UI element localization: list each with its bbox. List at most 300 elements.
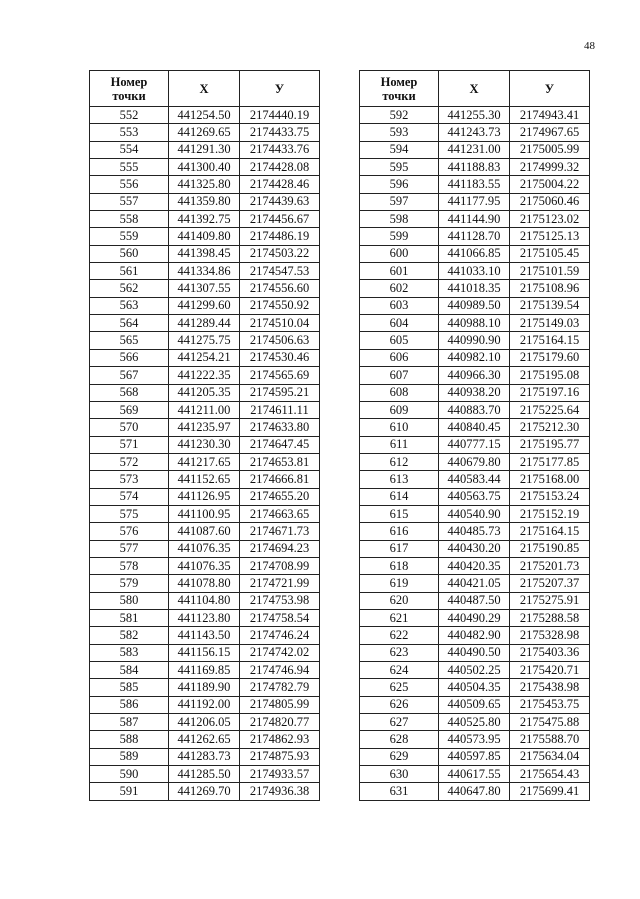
- point-number-cell: 570: [90, 419, 169, 436]
- y-coordinate-cell: 2175201.73: [510, 557, 590, 574]
- y-coordinate-cell: 2174565.69: [240, 367, 320, 384]
- point-number-cell: 589: [90, 748, 169, 765]
- y-coordinate-cell: 2175588.70: [510, 731, 590, 748]
- point-number-cell: 581: [90, 609, 169, 626]
- table-row: [90, 714, 320, 731]
- table-row: [90, 627, 320, 644]
- coordinates-table-left: [89, 70, 320, 801]
- table-row: [360, 696, 590, 713]
- x-coordinate-cell: 440647.80: [439, 783, 510, 800]
- header-point-number: [360, 71, 439, 107]
- x-coordinate-cell: 441230.30: [169, 436, 240, 453]
- table-row: [90, 644, 320, 661]
- x-coordinate-cell: 441289.44: [169, 315, 240, 332]
- y-coordinate-cell: 2175177.85: [510, 453, 590, 470]
- table-row: [360, 211, 590, 228]
- x-coordinate-cell: 441189.90: [169, 679, 240, 696]
- point-number-cell: 571: [90, 436, 169, 453]
- y-coordinate-cell: 2174746.24: [240, 627, 320, 644]
- point-number-cell: 616: [360, 523, 439, 540]
- x-coordinate-cell: 441283.73: [169, 748, 240, 765]
- table-row: [90, 696, 320, 713]
- point-number-cell: 590: [90, 766, 169, 783]
- point-number-cell: 606: [360, 349, 439, 366]
- table-body-right: [360, 107, 590, 801]
- y-coordinate-cell: 2174433.76: [240, 141, 320, 158]
- point-number-cell: 585: [90, 679, 169, 696]
- point-number-cell: 580: [90, 592, 169, 609]
- x-coordinate-cell: 440990.90: [439, 332, 510, 349]
- table-row: [360, 280, 590, 297]
- x-coordinate-cell: 441217.65: [169, 453, 240, 470]
- point-number-cell: 572: [90, 453, 169, 470]
- x-coordinate-cell: 441392.75: [169, 211, 240, 228]
- x-coordinate-cell: 441128.70: [439, 228, 510, 245]
- point-number-cell: 629: [360, 748, 439, 765]
- point-number-cell: 621: [360, 609, 439, 626]
- table-row: [90, 488, 320, 505]
- table-row: [360, 349, 590, 366]
- x-coordinate-cell: 440421.05: [439, 575, 510, 592]
- y-coordinate-cell: 2175005.99: [510, 141, 590, 158]
- y-coordinate-cell: 2174550.92: [240, 297, 320, 314]
- point-number-cell: 603: [360, 297, 439, 314]
- table-row: [90, 193, 320, 210]
- page-number: 48: [584, 40, 595, 52]
- x-coordinate-cell: 441211.00: [169, 401, 240, 418]
- y-coordinate-cell: 2174653.81: [240, 453, 320, 470]
- x-coordinate-cell: 441206.05: [169, 714, 240, 731]
- x-coordinate-cell: 440490.29: [439, 609, 510, 626]
- point-number-cell: 613: [360, 471, 439, 488]
- x-coordinate-cell: 441334.86: [169, 263, 240, 280]
- point-number-cell: 596: [360, 176, 439, 193]
- table-row: [90, 245, 320, 262]
- point-number-cell: 560: [90, 245, 169, 262]
- table-row: [360, 662, 590, 679]
- y-coordinate-cell: 2174611.11: [240, 401, 320, 418]
- x-coordinate-cell: 441254.50: [169, 107, 240, 124]
- table-row: [90, 263, 320, 280]
- table-row: [90, 748, 320, 765]
- point-number-cell: 592: [360, 107, 439, 124]
- table-body-left: [90, 107, 320, 801]
- table-row: [360, 384, 590, 401]
- table-row: [90, 662, 320, 679]
- y-coordinate-cell: 2174440.19: [240, 107, 320, 124]
- table-row: [360, 436, 590, 453]
- y-coordinate-cell: 2175108.96: [510, 280, 590, 297]
- point-number-cell: 628: [360, 731, 439, 748]
- table-row: [360, 766, 590, 783]
- x-coordinate-cell: 441231.00: [439, 141, 510, 158]
- x-coordinate-cell: 440509.65: [439, 696, 510, 713]
- point-number-cell: 591: [90, 783, 169, 800]
- y-coordinate-cell: 2174503.22: [240, 245, 320, 262]
- y-coordinate-cell: 2174708.99: [240, 557, 320, 574]
- y-coordinate-cell: 2174556.60: [240, 280, 320, 297]
- y-coordinate-cell: 2175225.64: [510, 401, 590, 418]
- x-coordinate-cell: 441177.95: [439, 193, 510, 210]
- table-row: [90, 280, 320, 297]
- y-coordinate-cell: 2175197.16: [510, 384, 590, 401]
- y-coordinate-cell: 2175212.30: [510, 419, 590, 436]
- x-coordinate-cell: 441066.85: [439, 245, 510, 262]
- x-coordinate-cell: 440966.30: [439, 367, 510, 384]
- header-x: Х: [439, 71, 510, 107]
- x-coordinate-cell: 440679.80: [439, 453, 510, 470]
- table-row: [360, 714, 590, 731]
- y-coordinate-cell: 2174943.41: [510, 107, 590, 124]
- x-coordinate-cell: 441300.40: [169, 159, 240, 176]
- y-coordinate-cell: 2175438.98: [510, 679, 590, 696]
- y-coordinate-cell: 2175153.24: [510, 488, 590, 505]
- point-number-cell: 602: [360, 280, 439, 297]
- point-number-cell: 567: [90, 367, 169, 384]
- x-coordinate-cell: 440617.55: [439, 766, 510, 783]
- x-coordinate-cell: 440490.50: [439, 644, 510, 661]
- y-coordinate-cell: 2175190.85: [510, 540, 590, 557]
- point-number-cell: 577: [90, 540, 169, 557]
- point-number-cell: 556: [90, 176, 169, 193]
- y-coordinate-cell: 2174530.46: [240, 349, 320, 366]
- table-row: [360, 471, 590, 488]
- x-coordinate-cell: 440573.95: [439, 731, 510, 748]
- point-number-cell: 563: [90, 297, 169, 314]
- point-number-cell: 601: [360, 263, 439, 280]
- header-x: Х: [169, 71, 240, 107]
- table-row: [360, 159, 590, 176]
- y-coordinate-cell: 2174694.23: [240, 540, 320, 557]
- table-row: [90, 141, 320, 158]
- y-coordinate-cell: 2175105.45: [510, 245, 590, 262]
- y-coordinate-cell: 2174875.93: [240, 748, 320, 765]
- x-coordinate-cell: 441076.35: [169, 540, 240, 557]
- header-point-number: [90, 71, 169, 107]
- y-coordinate-cell: 2174595.21: [240, 384, 320, 401]
- y-coordinate-cell: 2175634.04: [510, 748, 590, 765]
- y-coordinate-cell: 2174456.67: [240, 211, 320, 228]
- point-number-cell: 615: [360, 505, 439, 522]
- point-number-cell: 594: [360, 141, 439, 158]
- table-row: [360, 523, 590, 540]
- y-coordinate-cell: 2175004.22: [510, 176, 590, 193]
- x-coordinate-cell: 440502.25: [439, 662, 510, 679]
- y-coordinate-cell: 2175288.58: [510, 609, 590, 626]
- y-coordinate-cell: 2175179.60: [510, 349, 590, 366]
- table-row: [90, 401, 320, 418]
- point-number-cell: 586: [90, 696, 169, 713]
- x-coordinate-cell: 441087.60: [169, 523, 240, 540]
- table-row: [90, 367, 320, 384]
- x-coordinate-cell: 440938.20: [439, 384, 510, 401]
- point-number-cell: 562: [90, 280, 169, 297]
- y-coordinate-cell: 2174721.99: [240, 575, 320, 592]
- point-number-cell: 619: [360, 575, 439, 592]
- point-number-cell: 566: [90, 349, 169, 366]
- x-coordinate-cell: 441255.30: [439, 107, 510, 124]
- table-row: [90, 384, 320, 401]
- y-coordinate-cell: 2174862.93: [240, 731, 320, 748]
- x-coordinate-cell: 440540.90: [439, 505, 510, 522]
- table-row: [360, 367, 590, 384]
- table-row: [360, 124, 590, 141]
- table-row: [90, 557, 320, 574]
- x-coordinate-cell: 441262.65: [169, 731, 240, 748]
- table-row: [90, 609, 320, 626]
- table-row: [360, 193, 590, 210]
- y-coordinate-cell: 2175275.91: [510, 592, 590, 609]
- point-number-cell: 555: [90, 159, 169, 176]
- x-coordinate-cell: 440988.10: [439, 315, 510, 332]
- table-row: [360, 644, 590, 661]
- y-coordinate-cell: 2175195.08: [510, 367, 590, 384]
- point-number-cell: 576: [90, 523, 169, 540]
- x-coordinate-cell: 441291.30: [169, 141, 240, 158]
- y-coordinate-cell: 2174820.77: [240, 714, 320, 731]
- point-number-cell: 630: [360, 766, 439, 783]
- y-coordinate-cell: 2175149.03: [510, 315, 590, 332]
- y-coordinate-cell: 2174433.75: [240, 124, 320, 141]
- table-row: [90, 332, 320, 349]
- x-coordinate-cell: 441183.55: [439, 176, 510, 193]
- table-row: [360, 505, 590, 522]
- x-coordinate-cell: 441192.00: [169, 696, 240, 713]
- point-number-cell: 609: [360, 401, 439, 418]
- y-coordinate-cell: 2174655.20: [240, 488, 320, 505]
- x-coordinate-cell: 440989.50: [439, 297, 510, 314]
- y-coordinate-cell: 2174486.19: [240, 228, 320, 245]
- point-number-cell: 612: [360, 453, 439, 470]
- y-coordinate-cell: 2175195.77: [510, 436, 590, 453]
- point-number-cell: 631: [360, 783, 439, 800]
- point-number-cell: 573: [90, 471, 169, 488]
- point-number-cell: 618: [360, 557, 439, 574]
- table-row: [360, 107, 590, 124]
- x-coordinate-cell: 441254.21: [169, 349, 240, 366]
- x-coordinate-cell: 441205.35: [169, 384, 240, 401]
- x-coordinate-cell: 441285.50: [169, 766, 240, 783]
- table-row: [360, 540, 590, 557]
- point-number-cell: 623: [360, 644, 439, 661]
- point-number-cell: 569: [90, 401, 169, 418]
- y-coordinate-cell: 2174805.99: [240, 696, 320, 713]
- table-row: [360, 783, 590, 800]
- y-coordinate-cell: 2174547.53: [240, 263, 320, 280]
- x-coordinate-cell: 441299.60: [169, 297, 240, 314]
- header-y: У: [510, 71, 590, 107]
- header-point-label: Номер точки: [110, 74, 148, 103]
- y-coordinate-cell: 2174782.79: [240, 679, 320, 696]
- x-coordinate-cell: 441269.65: [169, 124, 240, 141]
- table-row: [90, 471, 320, 488]
- table-row: [90, 159, 320, 176]
- point-number-cell: 579: [90, 575, 169, 592]
- y-coordinate-cell: 2174428.46: [240, 176, 320, 193]
- x-coordinate-cell: 440597.85: [439, 748, 510, 765]
- x-coordinate-cell: 441398.45: [169, 245, 240, 262]
- point-number-cell: 584: [90, 662, 169, 679]
- y-coordinate-cell: 2174428.08: [240, 159, 320, 176]
- point-number-cell: 611: [360, 436, 439, 453]
- point-number-cell: 605: [360, 332, 439, 349]
- x-coordinate-cell: 441144.90: [439, 211, 510, 228]
- y-coordinate-cell: 2175164.15: [510, 523, 590, 540]
- x-coordinate-cell: 441156.15: [169, 644, 240, 661]
- table-row: [360, 679, 590, 696]
- header-point-label: Номер точки: [380, 74, 418, 103]
- table-row: [360, 419, 590, 436]
- table-row: [360, 488, 590, 505]
- y-coordinate-cell: 2175420.71: [510, 662, 590, 679]
- y-coordinate-cell: 2175060.46: [510, 193, 590, 210]
- point-number-cell: 608: [360, 384, 439, 401]
- table-row: [90, 349, 320, 366]
- y-coordinate-cell: 2174746.94: [240, 662, 320, 679]
- table-header-row: [360, 71, 590, 107]
- point-number-cell: 614: [360, 488, 439, 505]
- x-coordinate-cell: 441325.80: [169, 176, 240, 193]
- x-coordinate-cell: 441269.70: [169, 783, 240, 800]
- point-number-cell: 607: [360, 367, 439, 384]
- x-coordinate-cell: 441018.35: [439, 280, 510, 297]
- y-coordinate-cell: 2175168.00: [510, 471, 590, 488]
- x-coordinate-cell: 441100.95: [169, 505, 240, 522]
- point-number-cell: 574: [90, 488, 169, 505]
- y-coordinate-cell: 2175152.19: [510, 505, 590, 522]
- x-coordinate-cell: 441076.35: [169, 557, 240, 574]
- table-row: [360, 592, 590, 609]
- table-row: [90, 731, 320, 748]
- x-coordinate-cell: 441169.85: [169, 662, 240, 679]
- point-number-cell: 554: [90, 141, 169, 158]
- y-coordinate-cell: 2174510.04: [240, 315, 320, 332]
- x-coordinate-cell: 441243.73: [439, 124, 510, 141]
- x-coordinate-cell: 441188.83: [439, 159, 510, 176]
- table-row: [360, 609, 590, 626]
- y-coordinate-cell: 2175453.75: [510, 696, 590, 713]
- x-coordinate-cell: 440485.73: [439, 523, 510, 540]
- x-coordinate-cell: 440525.80: [439, 714, 510, 731]
- x-coordinate-cell: 440777.15: [439, 436, 510, 453]
- table-row: [360, 731, 590, 748]
- table-row: [90, 453, 320, 470]
- y-coordinate-cell: 2174999.32: [510, 159, 590, 176]
- y-coordinate-cell: 2175139.54: [510, 297, 590, 314]
- table-row: [360, 557, 590, 574]
- table-row: [360, 401, 590, 418]
- point-number-cell: 553: [90, 124, 169, 141]
- point-number-cell: 624: [360, 662, 439, 679]
- y-coordinate-cell: 2174439.63: [240, 193, 320, 210]
- table-row: [90, 211, 320, 228]
- x-coordinate-cell: 440430.20: [439, 540, 510, 557]
- y-coordinate-cell: 2174933.57: [240, 766, 320, 783]
- y-coordinate-cell: 2174742.02: [240, 644, 320, 661]
- table-row: [360, 297, 590, 314]
- x-coordinate-cell: 440482.90: [439, 627, 510, 644]
- point-number-cell: 557: [90, 193, 169, 210]
- x-coordinate-cell: 440840.45: [439, 419, 510, 436]
- point-number-cell: 600: [360, 245, 439, 262]
- x-coordinate-cell: 440982.10: [439, 349, 510, 366]
- point-number-cell: 595: [360, 159, 439, 176]
- point-number-cell: 599: [360, 228, 439, 245]
- point-number-cell: 558: [90, 211, 169, 228]
- y-coordinate-cell: 2174936.38: [240, 783, 320, 800]
- x-coordinate-cell: 441235.97: [169, 419, 240, 436]
- table-row: [360, 245, 590, 262]
- x-coordinate-cell: 440563.75: [439, 488, 510, 505]
- x-coordinate-cell: 441143.50: [169, 627, 240, 644]
- table-row: [90, 297, 320, 314]
- x-coordinate-cell: 441104.80: [169, 592, 240, 609]
- y-coordinate-cell: 2174506.63: [240, 332, 320, 349]
- x-coordinate-cell: 440504.35: [439, 679, 510, 696]
- table-row: [90, 505, 320, 522]
- table-row: [90, 783, 320, 800]
- table-row: [360, 228, 590, 245]
- y-coordinate-cell: 2175125.13: [510, 228, 590, 245]
- table-row: [90, 575, 320, 592]
- point-number-cell: 583: [90, 644, 169, 661]
- table-row: [90, 540, 320, 557]
- point-number-cell: 561: [90, 263, 169, 280]
- y-coordinate-cell: 2174758.54: [240, 609, 320, 626]
- table-row: [90, 592, 320, 609]
- x-coordinate-cell: 441222.35: [169, 367, 240, 384]
- point-number-cell: 617: [360, 540, 439, 557]
- table-row: [360, 263, 590, 280]
- coordinates-table-right: [359, 70, 590, 801]
- x-coordinate-cell: 441033.10: [439, 263, 510, 280]
- table-row: [90, 436, 320, 453]
- y-coordinate-cell: 2174663.65: [240, 505, 320, 522]
- point-number-cell: 593: [360, 124, 439, 141]
- y-coordinate-cell: 2174633.80: [240, 419, 320, 436]
- point-number-cell: 620: [360, 592, 439, 609]
- table-row: [360, 176, 590, 193]
- point-number-cell: 588: [90, 731, 169, 748]
- x-coordinate-cell: 441123.80: [169, 609, 240, 626]
- y-coordinate-cell: 2175699.41: [510, 783, 590, 800]
- point-number-cell: 625: [360, 679, 439, 696]
- y-coordinate-cell: 2175207.37: [510, 575, 590, 592]
- point-number-cell: 598: [360, 211, 439, 228]
- x-coordinate-cell: 441152.65: [169, 471, 240, 488]
- x-coordinate-cell: 440487.50: [439, 592, 510, 609]
- point-number-cell: 559: [90, 228, 169, 245]
- point-number-cell: 565: [90, 332, 169, 349]
- table-header-row: [90, 71, 320, 107]
- x-coordinate-cell: 441359.80: [169, 193, 240, 210]
- y-coordinate-cell: 2175164.15: [510, 332, 590, 349]
- point-number-cell: 604: [360, 315, 439, 332]
- point-number-cell: 578: [90, 557, 169, 574]
- x-coordinate-cell: 441275.75: [169, 332, 240, 349]
- table-row: [360, 453, 590, 470]
- table-row: [90, 419, 320, 436]
- y-coordinate-cell: 2174666.81: [240, 471, 320, 488]
- table-row: [90, 176, 320, 193]
- table-row: [360, 627, 590, 644]
- point-number-cell: 552: [90, 107, 169, 124]
- y-coordinate-cell: 2175123.02: [510, 211, 590, 228]
- table-row: [90, 124, 320, 141]
- y-coordinate-cell: 2175328.98: [510, 627, 590, 644]
- y-coordinate-cell: 2174671.73: [240, 523, 320, 540]
- y-coordinate-cell: 2174647.45: [240, 436, 320, 453]
